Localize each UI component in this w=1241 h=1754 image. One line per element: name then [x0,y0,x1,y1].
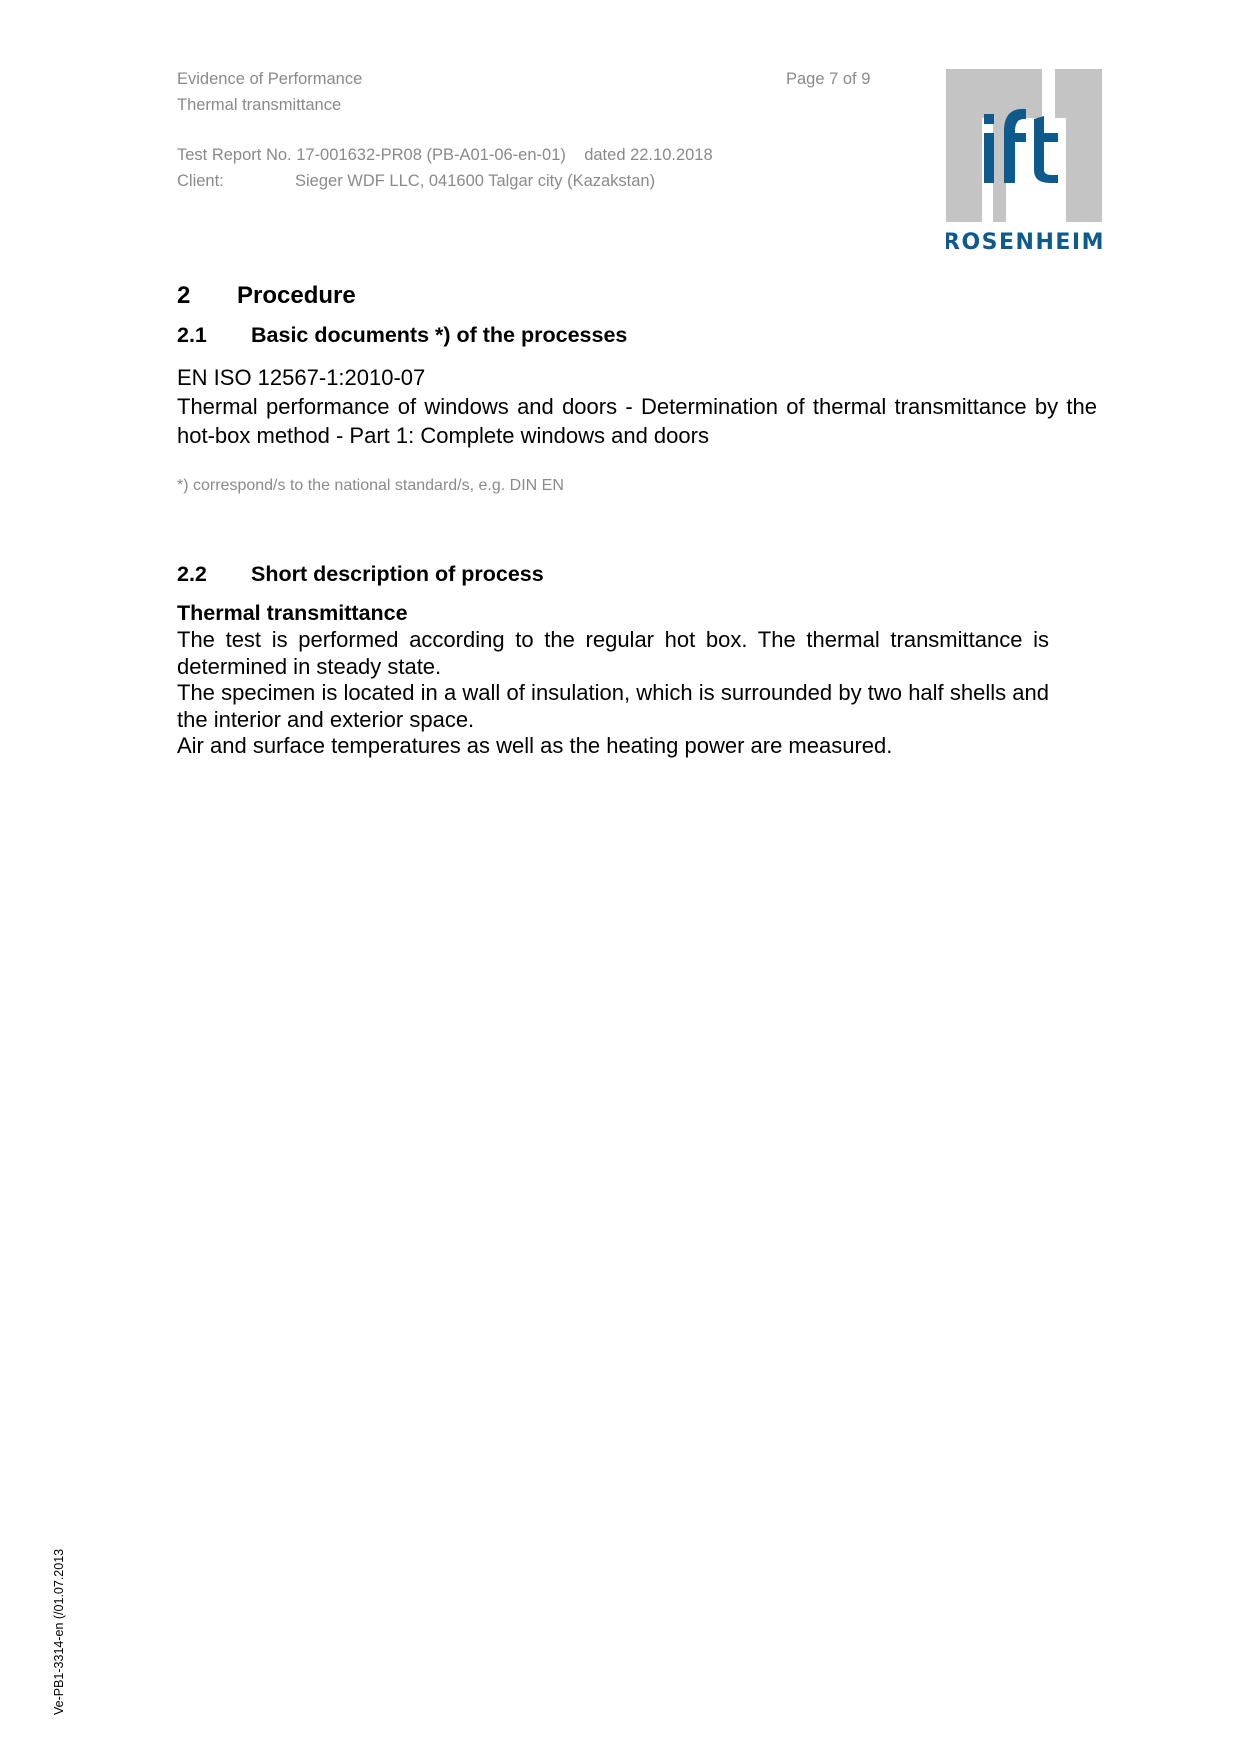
subsection-2-1-number: 2.1 [177,323,207,347]
subsection-2-2-title: Short description of process [251,562,544,586]
section-heading [177,282,356,310]
standard-reference [177,363,1097,450]
page-number: Page 7 of 9 [786,70,871,88]
subsection-2-2-number: 2.2 [177,562,207,586]
process-paragraph: The test is performed according to the regular hot box. The thermal transmittance is determined in steady state. [177,627,1049,679]
section-number: 2 [177,282,191,309]
standard-id: EN ISO 12567-1:2010-07 [177,365,426,390]
standard-description: Thermal performance of windows and doors - Determination of thermal transmittance by the hot-box method - Part 1: Complete windows and doors [177,394,1097,448]
section-title: Procedure [237,282,356,309]
client-value: Sieger WDF LLC, 041600 Talgar city (Kazakstan) [295,172,656,190]
subsection-2-1-title: Basic documents *) of the processes [251,323,628,347]
logo-graphic [946,69,1102,254]
form-reference-note: Ve-PB1-3314-en (/01.07.2013 [52,1548,66,1715]
report-line: Test Report No. 17-001632-PR08 (PB-A01-06-en-01) dated 22.10.2018 [177,146,713,164]
process-paragraph: Air and surface temperatures as well as the heating power are measured. [177,733,893,758]
client-label: Client: [177,172,224,190]
footnote: *) correspond/s to the national standard/s, e.g. DIN EN [177,477,564,494]
logo-place-text: ROSENHEIM [946,230,1102,254]
process-subheading: Thermal transmittance [177,601,408,625]
process-description [177,627,1049,760]
doc-subject: Thermal transmittance [177,96,342,114]
process-paragraph: The specimen is located in a wall of insulation, which is surrounded by two half shells and the interior and exterior space. [177,680,1049,732]
subsection-2-1-heading [177,323,627,348]
ift-rosenheim-logo [946,69,1102,254]
subsection-2-2-heading [177,562,544,587]
doc-type: Evidence of Performance [177,70,363,88]
